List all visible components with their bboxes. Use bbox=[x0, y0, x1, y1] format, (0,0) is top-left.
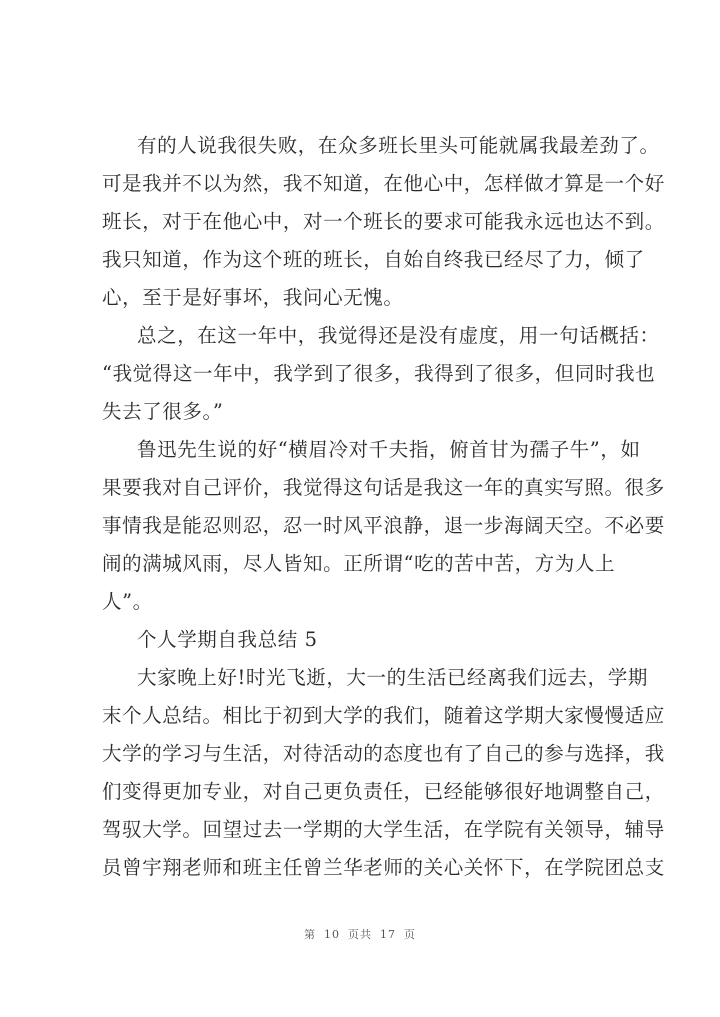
paragraph-line: 人”。 bbox=[102, 590, 153, 613]
page-footer bbox=[0, 926, 720, 942]
paragraph-line: 鲁迅先生说的好“横眉冷对千夫指，俯首甘为孺子牛”，如 bbox=[137, 438, 641, 461]
page-label-suffix: 页 bbox=[404, 928, 416, 941]
paragraph-line: 闹的满城风雨，尽人皆知。正所谓“吃的苦中苦，方为人上 bbox=[102, 552, 616, 575]
paragraph-line: 事情我是能忍则忍，忍一时风平浪静，退一步海阔天空。不必要 bbox=[102, 514, 665, 537]
paragraph-line: 果要我对自己评价，我觉得这句话是我这一年的真实写照。很多 bbox=[102, 476, 665, 499]
paragraph-line: 失去了很多。” bbox=[102, 400, 224, 423]
paragraph-line: 末个人总结。相比于初到大学的我们，随着这学期大家慢慢适应 bbox=[102, 704, 665, 727]
paragraph-line: 有的人说我很失败，在众多班长里头可能就属我最差劲了。 bbox=[137, 134, 660, 157]
paragraph-line: 我只知道，作为这个班的班长，自始自终我已经尽了力，倾了 bbox=[102, 248, 645, 271]
paragraph-line: 班长，对于在他心中，对一个班长的要求可能我永远也达不到。 bbox=[102, 210, 665, 233]
paragraph-line: “我觉得这一年中，我学到了很多，我得到了很多，但同时我也 bbox=[102, 362, 656, 385]
page-label-middle: 页共 bbox=[348, 928, 372, 941]
paragraph-line: 员曾宇翔老师和班主任曾兰华老师的关心关怀下，在学院团总支 bbox=[102, 856, 665, 879]
paragraph-line: 可是我并不以为然，我不知道，在他心中，怎样做才算是一个好 bbox=[102, 172, 665, 195]
current-page-number: 10 bbox=[324, 928, 340, 941]
total-pages-number: 17 bbox=[380, 928, 396, 941]
page-label-prefix: 第 bbox=[304, 928, 316, 941]
paragraph-line: 心，至于是好事坏，我问心无愧。 bbox=[102, 286, 404, 309]
section-heading: 个人学期自我总结 5 bbox=[137, 628, 318, 651]
paragraph-line: 总之，在这一年中，我觉得还是没有虚度，用一句话概括： bbox=[137, 324, 660, 347]
paragraph-line: 们变得更加专业，对自己更负责任，已经能够很好地调整自己， bbox=[102, 780, 665, 803]
paragraph-line: 大家晚上好!时光飞逝，大一的生活已经离我们远去，学期 bbox=[137, 666, 648, 689]
paragraph-line: 大学的学习与生活，对待活动的态度也有了自己的参与选择，我 bbox=[102, 742, 665, 765]
paragraph-line: 驾驭大学。回望过去一学期的大学生活，在学院有关领导，辅导 bbox=[102, 818, 665, 841]
